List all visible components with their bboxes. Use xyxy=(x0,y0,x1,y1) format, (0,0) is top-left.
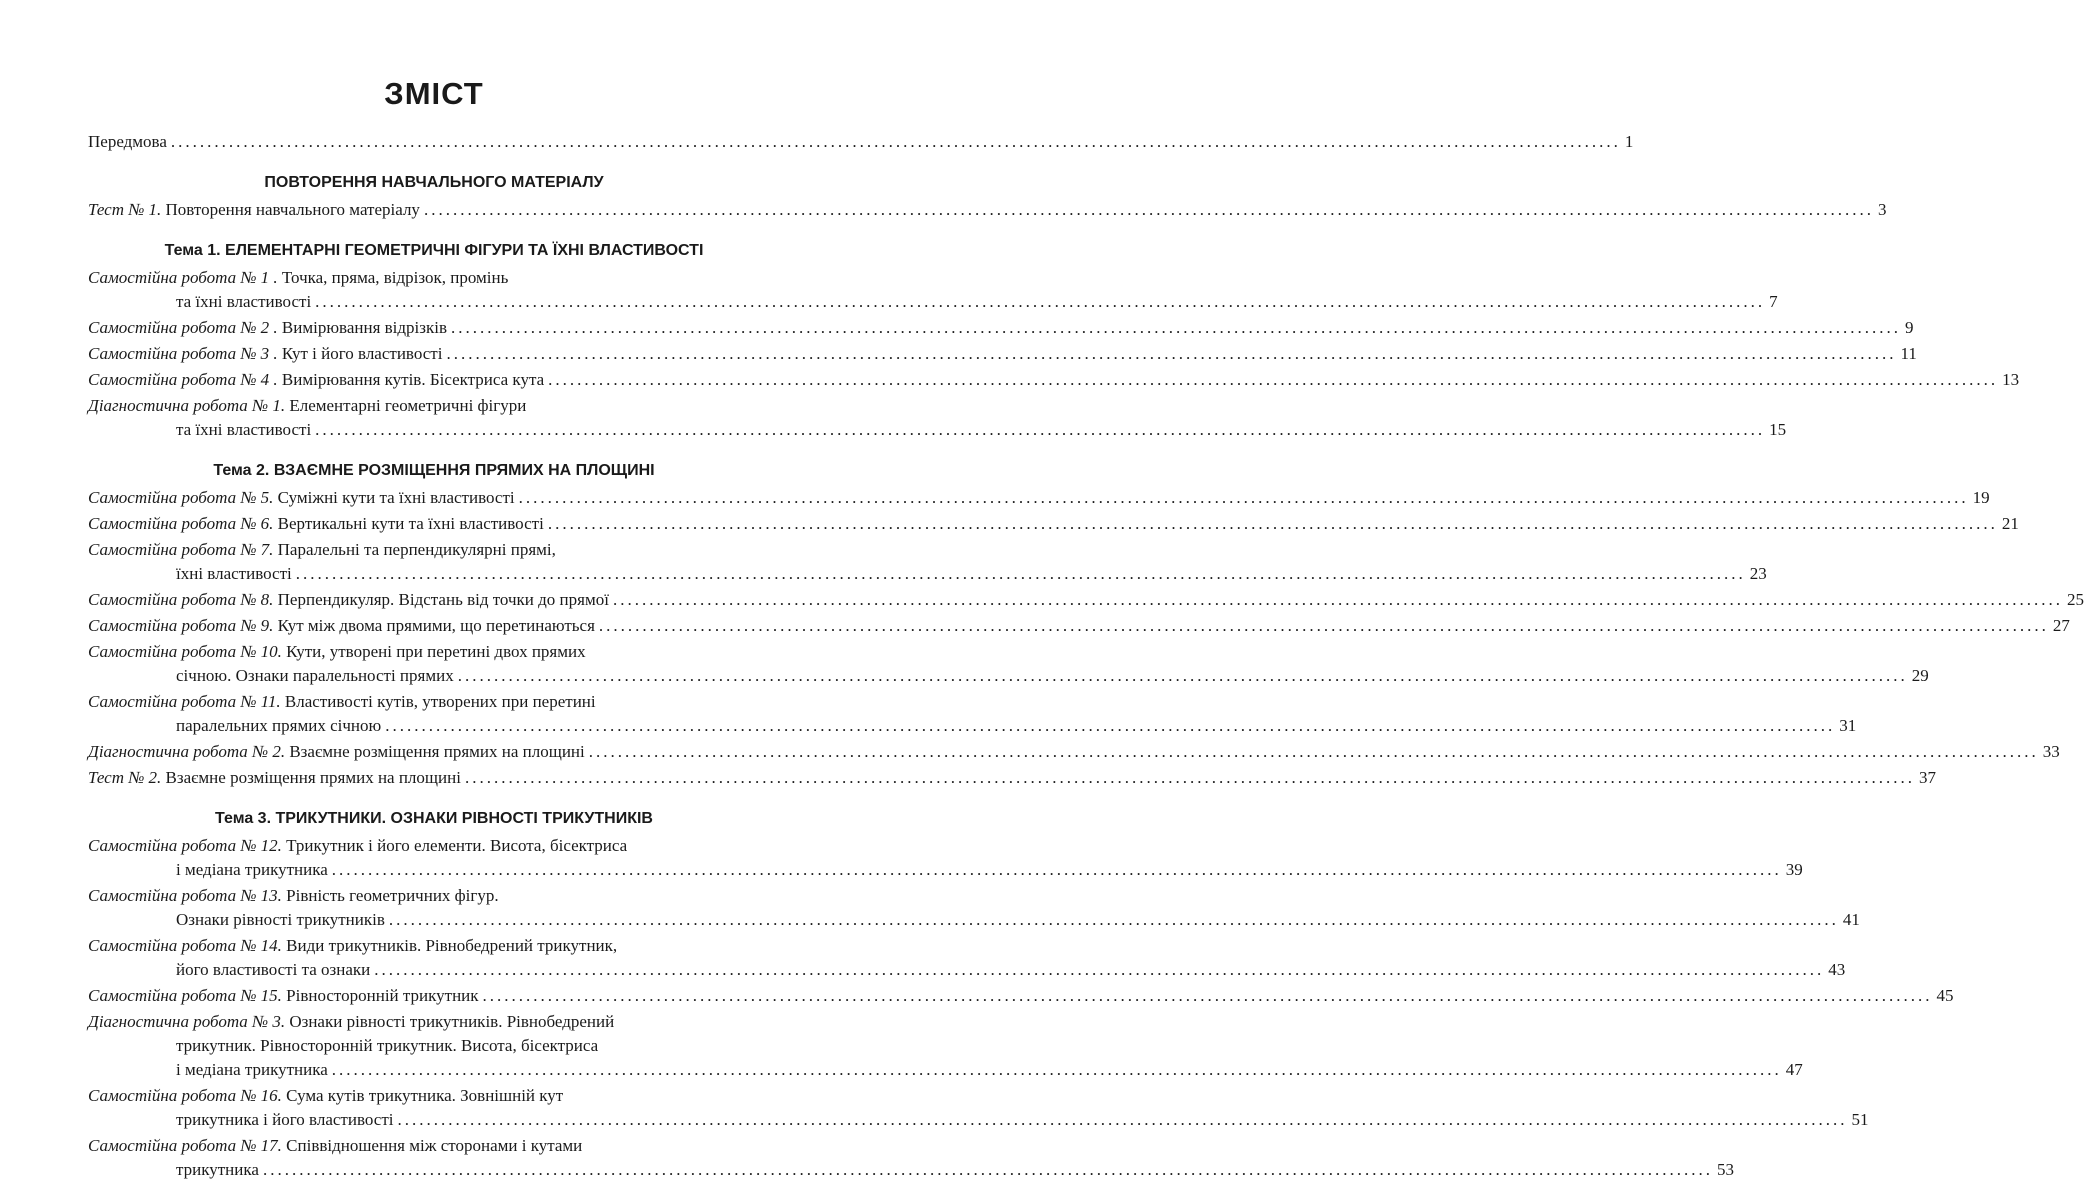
leader-dots: ........................................................................................................................................................................................................ xyxy=(331,860,1782,879)
toc-page-number: 27 xyxy=(2052,616,2070,635)
toc-entry-text: трикутника і його властивості xyxy=(176,1110,394,1129)
leader-dots: ........................................................................................................................................................................................................ xyxy=(518,488,1969,507)
toc-entry-preface xyxy=(88,130,1634,154)
toc-page-number: 37 xyxy=(1918,768,1936,787)
toc-entry-line xyxy=(88,418,1787,442)
toc-page-number: 19 xyxy=(1972,488,1990,507)
toc-entry-text: Кути, утворені при перетині двох прямих xyxy=(286,642,586,661)
toc-entry-prefix: Самостійна робота № 3 . xyxy=(88,344,278,363)
leader-dots: ........................................................................................................................................................................................................ xyxy=(170,132,1621,151)
toc-entry xyxy=(88,834,1803,882)
toc-entry-line xyxy=(88,858,1803,882)
toc-page-number: 25 xyxy=(2066,590,2084,609)
toc-entry-label xyxy=(88,368,544,392)
toc-entry-label xyxy=(176,958,370,982)
table-of-contents xyxy=(88,130,2084,1184)
toc-entry-line xyxy=(88,588,2084,612)
toc-entry-text: паралельних прямих січною xyxy=(176,716,382,735)
toc-entry xyxy=(88,934,1846,982)
leader-dots: ........................................................................................................................................................................................................ xyxy=(547,514,1998,533)
toc-entry-text: Вимірювання відрізків xyxy=(281,318,447,337)
toc-page-number: 13 xyxy=(2002,370,2020,389)
toc-entry-prefix: Діагностична робота № 3. xyxy=(88,1012,286,1031)
toc-entry-line xyxy=(88,394,780,418)
toc-entry-text: Вимірювання кутів. Бісектриса кута xyxy=(281,370,545,389)
toc-entry-prefix: Самостійна робота № 13. xyxy=(88,886,282,905)
toc-entry xyxy=(88,588,2084,612)
toc-entry-line xyxy=(88,640,780,664)
toc-entry-line xyxy=(88,562,1767,586)
toc-page-number: 29 xyxy=(1911,666,1929,685)
toc-entry-prefix: Тест № 1. xyxy=(88,200,162,219)
leader-dots: ........................................................................................................................................................................................................ xyxy=(588,742,2039,761)
toc-entry xyxy=(88,1134,1734,1182)
leader-dots: ........................................................................................................................................................................................................ xyxy=(446,344,1897,363)
toc-entry-line xyxy=(88,486,1990,510)
toc-entry-prefix: Тест № 2. xyxy=(88,768,162,787)
leader-dots: ........................................................................................................................................................................................................ xyxy=(374,960,1825,979)
toc-entry-line xyxy=(88,538,780,562)
toc-entry-text: і медіана трикутника xyxy=(176,860,328,879)
toc-page-number: 41 xyxy=(1842,910,1860,929)
toc-entry-line xyxy=(88,512,2019,536)
toc-entry-label xyxy=(88,486,515,510)
toc-entry-label xyxy=(88,766,461,790)
toc-entry-line xyxy=(88,766,1936,790)
toc-entry-prefix: Самостійна робота № 5. xyxy=(88,488,274,507)
toc-page-number: 1 xyxy=(1624,132,1634,151)
toc-entry-line xyxy=(88,714,1857,738)
toc-entry xyxy=(88,640,1929,688)
toc-entry-text: Точка, пряма, відрізок, промінь xyxy=(281,268,509,287)
toc-page-number: 53 xyxy=(1716,1160,1734,1179)
toc-entry-line xyxy=(88,316,1914,340)
leader-dots: ........................................................................................................................................................................................................ xyxy=(397,1110,1848,1129)
toc-page-number: 21 xyxy=(2001,514,2019,533)
toc-entry-prefix: Самостійна робота № 10. xyxy=(88,642,282,661)
toc-entry-label xyxy=(176,418,311,442)
toc-entry-prefix: Самостійна робота № 11. xyxy=(88,692,281,711)
toc-entry-prefix: Самостійна робота № 1 . xyxy=(88,268,278,287)
toc-entry-line xyxy=(88,1084,780,1108)
leader-dots: ........................................................................................................................................................................................................ xyxy=(331,1060,1782,1079)
toc-entry-prefix: Самостійна робота № 4 . xyxy=(88,370,278,389)
toc-entry xyxy=(88,486,1990,510)
toc-entry-line xyxy=(88,740,2060,764)
toc-entry-text: його властивості та ознаки xyxy=(176,960,371,979)
toc-entry-line xyxy=(88,198,1887,222)
leader-dots: ........................................................................................................................................................................................................ xyxy=(423,200,1874,219)
toc-page-number: 51 xyxy=(1851,1110,1869,1129)
leader-dots: ........................................................................................................................................................................................................ xyxy=(548,370,1999,389)
toc-entry-line xyxy=(88,884,780,908)
toc-entry-line xyxy=(88,266,780,290)
toc-sections xyxy=(88,172,2084,1182)
toc-entry-text: Ознаки рівності трикутників xyxy=(176,910,385,929)
toc-entry-line xyxy=(88,958,1846,982)
toc-entry-text: Кут і його властивості xyxy=(281,344,443,363)
toc-entry-line xyxy=(88,984,1954,1008)
leader-dots: ........................................................................................................................................................................................................ xyxy=(457,666,1908,685)
toc-entry-text: їхні властивості xyxy=(176,564,292,583)
toc-entry-line xyxy=(88,614,2070,638)
toc-entry-text: Суміжні кути та їхні властивості xyxy=(277,488,515,507)
toc-section xyxy=(88,172,1887,222)
toc-page-number: 45 xyxy=(1936,986,1954,1005)
toc-section xyxy=(88,808,1954,1182)
toc-entry xyxy=(88,1010,1803,1082)
toc-entry-prefix: Діагностична робота № 2. xyxy=(88,742,286,761)
leader-dots: ........................................................................................................................................................................................................ xyxy=(612,590,2063,609)
toc-entry-text: Трикутник і його елементи. Висота, бісектриса xyxy=(286,836,628,855)
toc-entry-label xyxy=(88,342,442,366)
toc-entry xyxy=(88,1084,1869,1132)
leader-dots: ........................................................................................................................................................................................................ xyxy=(598,616,2049,635)
toc-entry xyxy=(88,766,1936,790)
toc-page-number: 7 xyxy=(1769,292,1778,311)
toc-entry-text: Кут між двома прямими, що перетинаються xyxy=(277,616,595,635)
toc-entry-label xyxy=(176,290,311,314)
toc-entry xyxy=(88,884,1860,932)
toc-page-number: 9 xyxy=(1904,318,1914,337)
toc-section xyxy=(88,460,2084,790)
section-heading: Тема 3. ТРИКУТНИКИ. ОЗНАКИ РІВНОСТІ ТРИКУТНИКІВ xyxy=(215,810,653,827)
toc-entry-text: Перпендикуляр. Відстань від точки до прямої xyxy=(277,590,609,609)
toc-entry xyxy=(88,266,1778,314)
toc-entry-label xyxy=(176,714,381,738)
toc-entry-line xyxy=(88,1010,780,1034)
toc-entry-line xyxy=(88,368,2020,392)
leader-dots: ........................................................................................................................................................................................................ xyxy=(295,564,1746,583)
toc-entry xyxy=(88,316,1914,340)
toc-entry-label xyxy=(88,588,609,612)
toc-section xyxy=(88,240,2020,442)
toc-entry-prefix: Самостійна робота № 15. xyxy=(88,986,282,1005)
toc-entry-label xyxy=(176,1058,328,1082)
toc-entry-text: Види трикутників. Рівнобедрений трикутник, xyxy=(286,936,618,955)
toc-entry-text: та їхні властивості xyxy=(176,420,312,439)
toc-entry xyxy=(88,342,1917,366)
toc-page-number: 31 xyxy=(1839,716,1857,735)
toc-entry xyxy=(88,394,1787,442)
toc-entry-text: Паралельні та перпендикулярні прямі, xyxy=(277,540,556,559)
toc-entry-line xyxy=(88,834,780,858)
toc-entry-line xyxy=(88,934,780,958)
toc-entry-line xyxy=(88,342,1917,366)
toc-entry-label xyxy=(176,562,292,586)
toc-page-number: 33 xyxy=(2042,742,2060,761)
toc-entry-text: Взаємне розміщення прямих на площині xyxy=(165,768,461,787)
leader-dots: ........................................................................................................................................................................................................ xyxy=(315,420,1766,439)
toc-entry-prefix: Діагностична робота № 1. xyxy=(88,396,286,415)
leader-dots: ........................................................................................................................................................................................................ xyxy=(388,910,1839,929)
toc-entry-label xyxy=(176,908,385,932)
toc-entry-label xyxy=(88,198,420,222)
toc-entry-prefix: Самостійна робота № 2 . xyxy=(88,318,278,337)
toc-page-number: 3 xyxy=(1877,200,1887,219)
toc-entry xyxy=(88,984,1954,1008)
toc-entry-line xyxy=(88,664,1929,688)
toc-entry-label xyxy=(88,740,585,764)
leader-dots: ........................................................................................................................................................................................................ xyxy=(482,986,1933,1005)
toc-entry-prefix: Самостійна робота № 16. xyxy=(88,1086,282,1105)
toc-entry-label xyxy=(88,316,447,340)
toc-entry-line xyxy=(88,908,1860,932)
toc-entry xyxy=(88,198,1887,222)
toc-entry-prefix: Самостійна робота № 17. xyxy=(88,1136,282,1155)
toc-entry-text: січною. Ознаки паралельності прямих xyxy=(176,666,454,685)
toc-entry-text: Властивості кутів, утворених при перетині xyxy=(284,692,596,711)
toc-entry-text: Рівносторонній трикутник xyxy=(286,986,479,1005)
toc-entry-prefix: Самостійна робота № 7. xyxy=(88,540,274,559)
toc-entry-label xyxy=(176,858,328,882)
toc-entry-text: і медіана трикутника xyxy=(176,1060,328,1079)
section-heading: Тема 1. ЕЛЕМЕНТАРНІ ГЕОМЕТРИЧНІ ФІГУРИ ТА ЇХНІ ВЛАСТИВОСТІ xyxy=(164,242,704,259)
toc-entry-text: Вертикальні кути та їхні властивості xyxy=(277,514,544,533)
toc-entry-label xyxy=(88,614,595,638)
toc-entry-line xyxy=(88,1158,1734,1182)
toc-entry-text: трикутник. Рівносторонній трикутник. Висота, бісектриса xyxy=(176,1036,599,1055)
toc-entry-prefix: Самостійна робота № 6. xyxy=(88,514,274,533)
toc-entry-line xyxy=(88,690,780,714)
toc-entry xyxy=(88,512,2019,536)
toc-page-number: 39 xyxy=(1785,860,1803,879)
toc-entry xyxy=(88,368,2020,392)
toc-entry-prefix: Самостійна робота № 9. xyxy=(88,616,274,635)
toc-entry xyxy=(88,690,1857,738)
toc-page-number: 11 xyxy=(1900,344,1917,363)
toc-entry-prefix: Самостійна робота № 12. xyxy=(88,836,282,855)
leader-dots: ........................................................................................................................................................................................................ xyxy=(385,716,1836,735)
leader-dots: ........................................................................................................................................................................................................ xyxy=(450,318,1901,337)
toc-entry-text: Сума кутів трикутника. Зовнішній кут xyxy=(286,1086,564,1105)
section-heading: ПОВТОРЕННЯ НАВЧАЛЬНОГО МАТЕРІАЛУ xyxy=(264,174,604,191)
toc-entry xyxy=(88,614,2070,638)
leader-dots: ........................................................................................................................................................................................................ xyxy=(262,1160,1713,1179)
toc-entry-label xyxy=(176,1158,259,1182)
toc-entry-prefix: Самостійна робота № 14. xyxy=(88,936,282,955)
toc-entry-line xyxy=(88,290,1778,314)
toc-entry-prefix: Самостійна робота № 8. xyxy=(88,590,274,609)
leader-dots: ........................................................................................................................................................................................................ xyxy=(315,292,1766,311)
toc-entry-line xyxy=(88,1134,780,1158)
toc-entry-label xyxy=(176,1108,393,1132)
toc-entry-label xyxy=(88,512,544,536)
toc-entry-text: Елементарні геометричні фігури xyxy=(289,396,527,415)
toc-entry-text: Взаємне розміщення прямих на площині xyxy=(289,742,585,761)
toc-entry-line xyxy=(88,1108,1869,1132)
leader-dots: ........................................................................................................................................................................................................ xyxy=(464,768,1915,787)
toc-page-number: 23 xyxy=(1749,564,1767,583)
toc-entry-text: Співвідношення між сторонами і кутами xyxy=(286,1136,583,1155)
toc-entry-label: Передмова xyxy=(88,132,167,151)
toc-entry xyxy=(88,538,1767,586)
toc-entry-label xyxy=(176,664,454,688)
toc-entry-line xyxy=(88,1034,780,1058)
toc-page-number: 43 xyxy=(1828,960,1846,979)
page-title: ЗМІСТ xyxy=(384,76,484,111)
toc-page-number: 47 xyxy=(1785,1060,1803,1079)
toc-entry-text: Рівність геометричних фігур. xyxy=(286,886,499,905)
toc-page-number: 15 xyxy=(1769,420,1787,439)
toc-entry-text: трикутника xyxy=(176,1160,259,1179)
toc-entry-text: Повторення навчального матеріалу xyxy=(165,200,420,219)
toc-entry xyxy=(88,740,2060,764)
toc-entry-text: Ознаки рівності трикутників. Рівнобедрений xyxy=(289,1012,615,1031)
toc-entry-line xyxy=(88,1058,1803,1082)
section-heading: Тема 2. ВЗАЄМНЕ РОЗМІЩЕННЯ ПРЯМИХ НА ПЛОЩИНІ xyxy=(213,462,655,479)
toc-entry-text: та їхні властивості xyxy=(176,292,312,311)
toc-entry-label xyxy=(88,984,479,1008)
